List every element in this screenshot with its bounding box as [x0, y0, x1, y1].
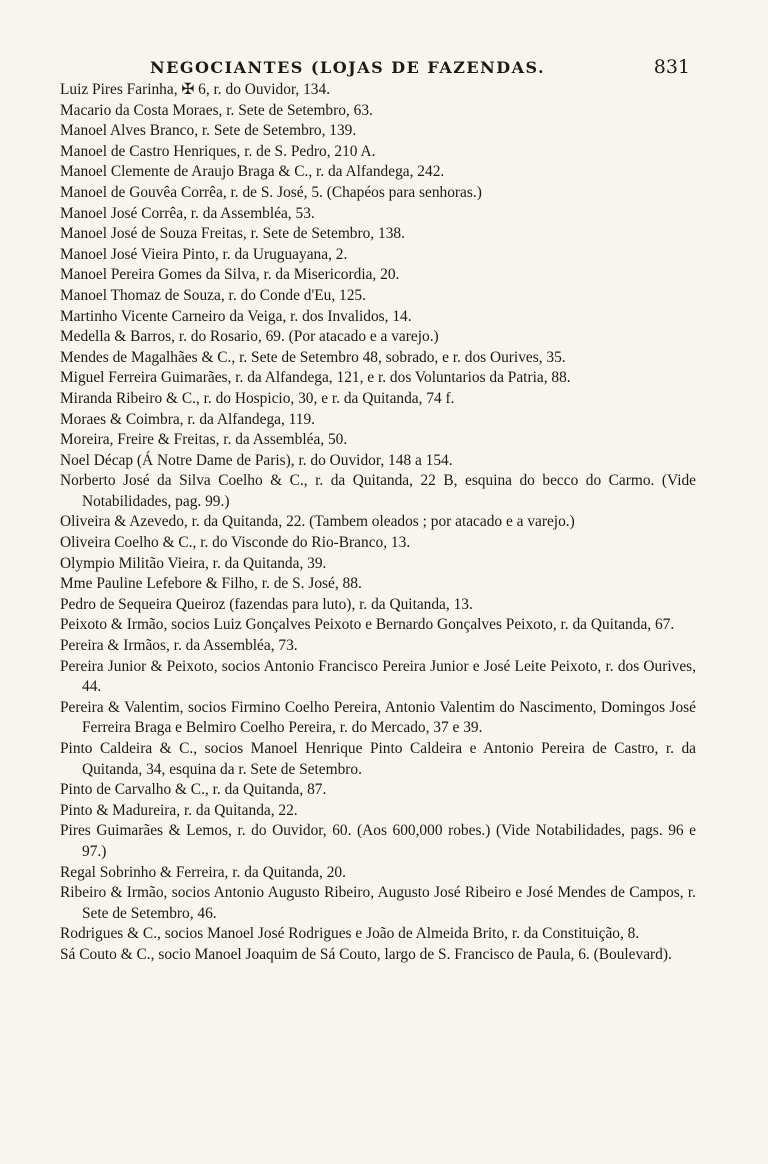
merchant-entry: Manoel Alves Branco, r. Sete de Setembro, 139. [60, 122, 357, 140]
merchant-entry: Noel Décap (Á Notre Dame de Paris), r. do Ouvidor, 148 a 154. [60, 451, 453, 469]
merchant-entry: Ribeiro & Irmão, socios Antonio Augusto Ribeiro, Augusto José Ribeiro e José Mendes de Campos, r. Sete de Setembro, 46. [60, 884, 696, 922]
merchant-entry: Oliveira Coelho & C., r. do Visconde do Rio-Branco, 13. [60, 534, 411, 552]
merchant-entry: Martinho Vicente Carneiro da Veiga, r. dos Invalidos, 14. [60, 307, 412, 325]
merchant-entry: Sá Couto & C., socio Manoel Joaquim de Sá Couto, largo de S. Francisco de Paula, 6. (Boulevard). [60, 945, 672, 963]
merchant-entry: Pereira & Irmãos, r. da Assembléa, 73. [60, 637, 298, 655]
merchant-entry: Norberto José da Silva Coelho & C., r. da Quitanda, 22 B, esquina do becco do Carmo. (Vide Notabilidades, pag. 99.) [60, 472, 696, 510]
merchant-entry: Olympio Militão Vieira, r. da Quitanda, 39. [60, 554, 327, 572]
merchant-entry: Pires Guimarães & Lemos, r. do Ouvidor, 60. (Aos 600,000 robes.) (Vide Notabilidades, pags. 96 e 97.) [60, 822, 696, 860]
merchant-entry: Pinto de Carvalho & C., r. da Quitanda, 87. [60, 781, 327, 799]
merchant-entry: Manoel Clemente de Araujo Braga & C., r. da Alfandega, 242. [60, 163, 445, 181]
merchant-entry: Macario da Costa Moraes, r. Sete de Setembro, 63. [60, 101, 373, 119]
merchant-entry: Pinto & Madureira, r. da Quitanda, 22. [60, 801, 298, 819]
merchant-entry: Moreira, Freire & Freitas, r. da Assembléa, 50. [60, 431, 348, 449]
merchant-entry: Luiz Pires Farinha, ✠ 6, r. do Ouvidor, 134. [60, 81, 331, 98]
merchant-entry: Manoel José de Souza Freitas, r. Sete de Setembro, 138. [60, 225, 405, 243]
page-number: 831 [653, 56, 690, 78]
page-header [150, 56, 690, 78]
merchant-entry: Rodrigues & C., socios Manoel José Rodrigues e João de Almeida Brito, r. da Constituição, 8. [60, 925, 640, 943]
merchant-entry: Regal Sobrinho & Ferreira, r. da Quitanda, 20. [60, 863, 346, 881]
merchant-entry: Peixoto & Irmão, socios Luiz Gonçalves Peixoto e Bernardo Gonçalves Peixoto, r. da Quitanda, 67. [60, 616, 675, 634]
merchant-entry: Oliveira & Azevedo, r. da Quitanda, 22. (Tambem oleados ; por atacado e a varejo.) [60, 513, 575, 531]
merchant-entry: Miguel Ferreira Guimarães, r. da Alfandega, 121, e r. dos Voluntarios da Patria, 88. [60, 369, 571, 387]
merchant-entry: Mendes de Magalhães & C., r. Sete de Setembro 48, sobrado, e r. dos Ourives, 35. [60, 348, 566, 366]
merchant-entry: Manoel de Castro Henriques, r. de S. Pedro, 210 A. [60, 142, 376, 160]
merchant-entry: Pereira & Valentim, socios Firmino Coelho Pereira, Antonio Valentim do Nascimento, Domingos José Ferreira Braga e Belmiro Coelho Pereira, r. do Mercado, 37 e 39. [60, 698, 696, 737]
merchant-entry: Manoel José Vieira Pinto, r. da Uruguayana, 2. [60, 245, 348, 263]
running-title: NEGOCIANTES (LOJAS DE FAZENDAS. [150, 58, 546, 77]
merchant-entry: Manoel Pereira Gomes da Silva, r. da Misericordia, 20. [60, 266, 400, 284]
merchant-entry: Pereira Junior & Peixoto, socios Antonio Francisco Pereira Junior e José Leite Peixoto, r. dos Ourives, 44. [60, 657, 696, 696]
merchant-entry: Manoel Thomaz de Souza, r. do Conde d'Eu, 125. [60, 286, 366, 304]
merchant-entry: Manoel José Corrêa, r. da Assembléa, 53. [60, 204, 315, 222]
merchant-entry: Pinto Caldeira & C., socios Manoel Henrique Pinto Caldeira e Antonio Pereira de Castro, r. da Quitanda, 34, esquina da r. Sete de Setembro. [60, 740, 696, 778]
merchant-entry: Manoel de Gouvêa Corrêa, r. de S. José, 5. (Chapéos para senhoras.) [60, 183, 482, 201]
merchant-entry: Miranda Ribeiro & C., r. do Hospicio, 30, e r. da Quitanda, 74 f. [60, 389, 455, 407]
merchant-entry: Pedro de Sequeira Queiroz (fazendas para luto), r. da Quitanda, 13. [60, 595, 473, 613]
merchant-entry: Mme Pauline Lefebore & Filho, r. de S. José, 88. [60, 575, 362, 593]
merchant-entry: Medella & Barros, r. do Rosario, 69. (Por atacado e a varejo.) [60, 328, 439, 346]
merchant-entry: Moraes & Coimbra, r. da Alfandega, 119. [60, 410, 316, 428]
merchant-list [60, 80, 696, 966]
